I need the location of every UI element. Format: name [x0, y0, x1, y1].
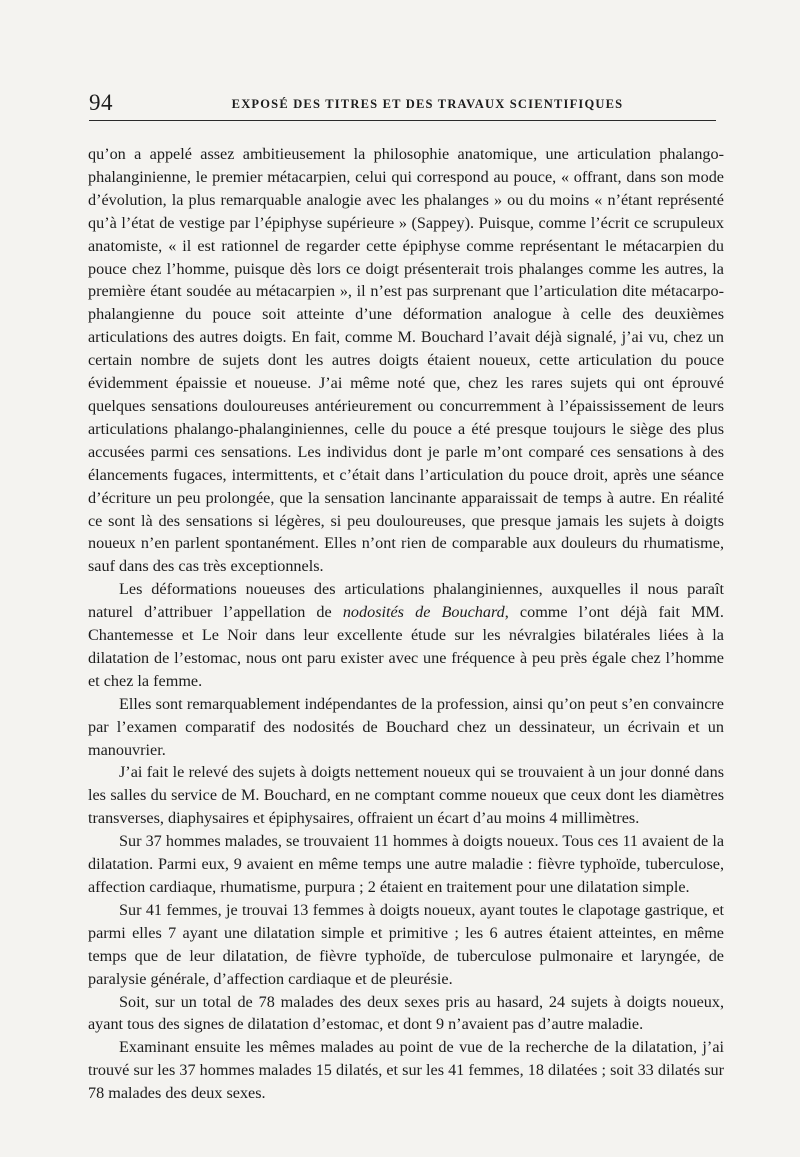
paragraph-releve: J’ai fait le relevé des sujets à doigts nettement noueux qui se trouvaient à un jour donné dans les salles du service de M. Bouchard, en ne comptant comme noueux que ceux dont les diamètres transverses, diaphysaires et épiphysaires, offraient un écart d’au moins 4 millimètres.	[88, 763, 724, 828]
italic-term: nodosités de Bouchard	[342, 603, 505, 622]
paragraph-total: Soit, sur un total de 78 malades des deux sexes pris au hasard, 24 sujets à doigts noueux, ayant tous des signes de dilatation d’estomac, et dont 9 n’avaient pas d’autre maladie.	[88, 992, 724, 1034]
paragraph-text: , comme l’ont déjà fait MM. Chantemesse et Le Noir dans leur excellente étude sur les névralgies bilatérales liées à la dilatation de l’estomac, nous ont paru exister avec une fréquence à peu près égale chez l’homme et chez la femme.	[88, 603, 724, 690]
page-number: 94	[89, 90, 113, 115]
body-text	[88, 143, 724, 1105]
paragraph-nodosites	[88, 578, 724, 693]
paragraph-dilatation: Examinant ensuite les mêmes malades au point de vue de la recherche de la dilatation, j’ai trouvé sur les 37 hommes malades 15 dilatés, et sur les 41 femmes, 18 dilatées ; soit 33 dilatés sur 78 malades des deux sexes.	[88, 1038, 724, 1103]
paragraph-continuation: qu’on a appelé assez ambitieusement la philosophie anatomique, une articulation phalango-phalanginienne, le premier métacarpien, celui qui correspond au pouce, « offrant, dans son mode d’évolution, la plus remarquable analogie avec les phalanges » ou du moins « n’étant représenté qu’à l’état de vestige par l’épiphyse supérieure » (Sappey). Puisque, comme l’écrit ce scrupuleux anatomiste, « il est rationnel de regarder cette épiphyse comme représentant le métacarpien du pouce chez l’homme, puisque dès lors ce doigt présenterait trois phalanges comme les autres, la première étant soudée au métacarpien », il n’est pas surprenant que l’articulation dite métacarpo-phalangienne du pouce soit atteinte d’une déformation analogue à celle des deuxièmes articulations des autres doigts. En fait, comme M. Bouchard l’avait déjà signalé, j’ai vu, chez un certain nombre de sujets dont les autres doigts étaient noueux, cette articulation du pouce évidemment épaissie et noueuse. J’ai même noté que, chez les rares sujets qui ont éprouvé quelques sensations douloureuses antérieurement ou concurremment à l’épaississement de leurs articulations phalango-phalanginiennes, celle du pouce a été presque toujours le siège des plus accusées parmi ces sensations. Les individus dont je parle m’ont comparé ces sensations à des élancements fugaces, intermittents, et c’était dans l’articulation du pouce droit, après une séance d’écriture un peu prolongée, que la sensation lancinante apparaissait de temps à autre. En réalité ce sont là des sensations si légères, si peu douloureuses, que presque jamais les sujets à doigts noueux n’en parlent spontanément. Elles n’ont rien de comparable aux douleurs du rhumatisme, sauf dans des cas très exceptionnels.	[88, 145, 724, 576]
paragraph-femmes: Sur 41 femmes, je trouvai 13 femmes à doigts noueux, ayant toutes le clapotage gastrique, et parmi elles 7 ayant une dilatation simple et primitive ; les 6 autres étaient atteintes, en même temps que de leur dilatation, de fièvre typhoïde, de tuberculose pulmonaire et laryngée, de paralysie générale, d’affection cardiaque et de pleurésie.	[88, 900, 724, 988]
paragraph-profession: Elles sont remarquablement indépendantes de la profession, ainsi qu’on peut s’en convaincre par l’examen comparatif des nodosités de Bouchard chez un dessinateur, un écrivain et un manouvrier.	[88, 694, 724, 759]
running-title: EXPOSÉ DES TITRES ET DES TRAVAUX SCIENTIFIQUES	[231, 97, 624, 111]
paragraph-hommes: Sur 37 hommes malades, se trouvaient 11 hommes à doigts noueux. Tous ces 11 avaient de la dilatation. Parmi eux, 9 avaient en même temps une autre maladie : fièvre typhoïde, tuberculose, affection cardiaque, rhumatisme, purpura ; 2 étaient en traitement pour une dilatation simple.	[88, 832, 724, 896]
header-rule	[89, 120, 716, 121]
page-header	[89, 88, 716, 122]
paragraph-text: Les déformations noueuses des articulations phalanginiennes, auxquelles il nous paraît naturel d’attribuer l’appellation de	[88, 580, 724, 622]
